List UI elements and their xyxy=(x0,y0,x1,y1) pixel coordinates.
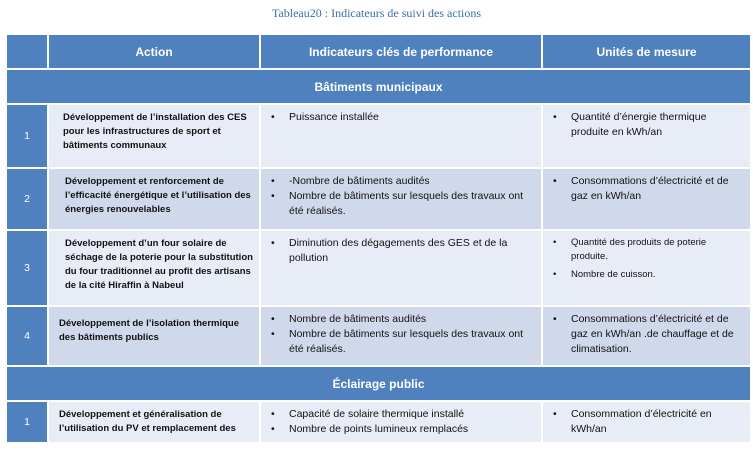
row-indicators xyxy=(261,307,541,365)
section-title-batiments: Bâtiments municipaux xyxy=(7,70,750,103)
indicator-item: • Capacité de solaire thermique installé xyxy=(261,407,535,422)
table-caption: Tableau20 : Indicateurs de suivi des actions xyxy=(271,6,482,20)
row-units xyxy=(543,402,750,442)
row-number: 3 xyxy=(7,231,47,305)
row-number: 1 xyxy=(7,402,47,442)
row-indicators xyxy=(261,105,541,167)
indicator-item: • Puissance installée xyxy=(261,110,535,125)
indicators-table xyxy=(5,33,752,444)
row-units xyxy=(543,231,750,305)
row-indicators xyxy=(261,231,541,305)
row-action: Développement de l’installation des CES pour les infrastructures de sport et bâtiments communaux xyxy=(49,105,259,167)
row-action: Développement et généralisation de l’utilisation du PV et remplacement des xyxy=(49,402,259,442)
indicator-item: • Nombre de bâtiments audités xyxy=(261,312,535,327)
header-indicators: Indicateurs clés de performance xyxy=(261,35,541,68)
table-row xyxy=(7,307,750,365)
row-action: Développement et renforcement de l’efficacité énergétique et l’utilisation des énergies renouvelables xyxy=(49,169,259,229)
row-action: Développement d’un four solaire de séchage de la poterie pour la substitution du four traditionnel au profit des artisans de la cité Hiraffin à Nabeul xyxy=(49,231,259,305)
row-number: 4 xyxy=(7,307,47,365)
row-number: 2 xyxy=(7,169,47,229)
table-row xyxy=(7,169,750,229)
unit-item: • Nombre de cuisson. xyxy=(543,268,744,282)
row-action: Développement de l’isolation thermique des bâtiments publics xyxy=(49,307,259,365)
header-num xyxy=(7,35,47,68)
section-title-eclairage: Éclairage public xyxy=(7,367,750,400)
section-row-batiments xyxy=(7,70,750,103)
row-number: 1 xyxy=(7,105,47,167)
header-action: Action xyxy=(49,35,259,68)
table-row xyxy=(7,402,750,442)
row-units xyxy=(543,105,750,167)
indicator-item: • -Nombre de bâtiments audités xyxy=(261,174,535,189)
table-row xyxy=(7,105,750,167)
section-row-eclairage xyxy=(7,367,750,400)
indicator-item: • Nombre de bâtiments sur lesquels des travaux ont été réalisés. xyxy=(261,189,535,219)
row-indicators xyxy=(261,402,541,442)
unit-item: • Quantité des produits de poterie produite. xyxy=(543,236,744,264)
indicator-item: • Nombre de bâtiments sur lesquels des travaux ont été réalisés. xyxy=(261,327,535,357)
unit-item: • Consommations d’électricité et de gaz en kWh/an .de chauffage et de climatisation. xyxy=(543,312,744,357)
table-row xyxy=(7,231,750,305)
row-units xyxy=(543,307,750,365)
row-indicators xyxy=(261,169,541,229)
unit-item: • Consommation d’électricité en kWh/an xyxy=(543,407,744,437)
unit-item: • Consommations d’électricité et de gaz en kWh/an xyxy=(543,174,744,204)
unit-item: • Quantité d’énergie thermique produite en kWh/an xyxy=(543,110,744,140)
header-row xyxy=(7,35,750,68)
indicator-item: • Nombre de points lumineux remplacés xyxy=(261,422,535,437)
row-units xyxy=(543,169,750,229)
indicator-item: • Diminution des dégagements des GES et de la pollution xyxy=(261,236,535,266)
header-units: Unités de mesure xyxy=(543,35,750,68)
